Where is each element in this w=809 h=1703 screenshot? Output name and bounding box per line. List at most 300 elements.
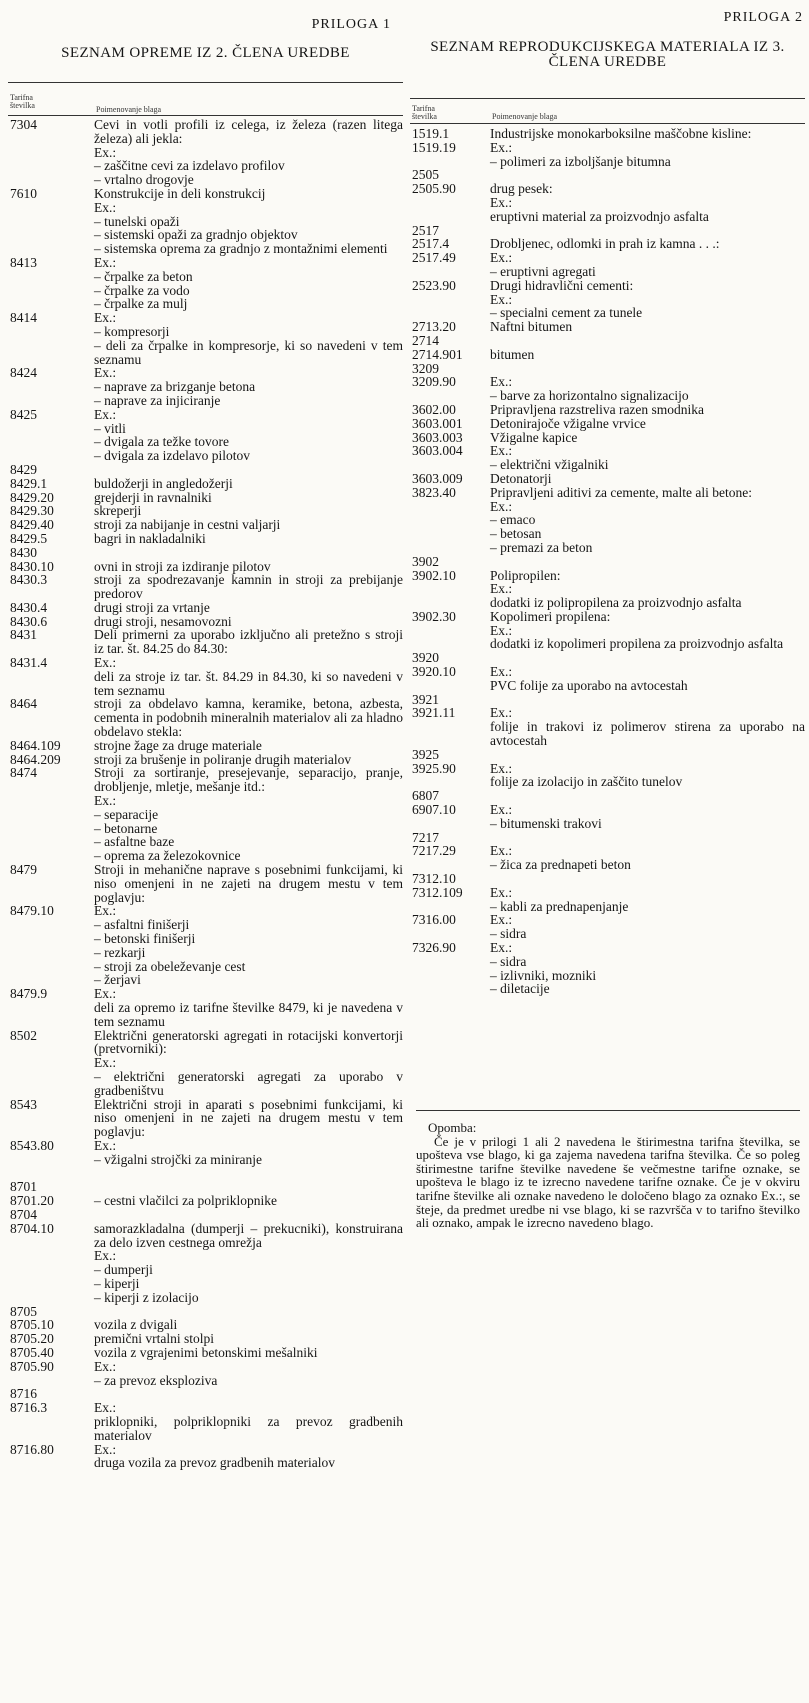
description-line: stroji za obdelavo kamna, keramike, betona, azbesta, cementa in podobnih mineralnih materialov ali za hladno obdelavo stekla: — [94, 696, 403, 740]
description-line: grejderji in ravnalniki — [94, 489, 212, 505]
description-line: – naprave za injiciranje — [94, 392, 221, 408]
description-line: Ex.: — [490, 843, 513, 859]
goods-description — [490, 444, 805, 472]
description-line — [490, 748, 805, 762]
table-row — [8, 1360, 403, 1388]
goods-description — [490, 762, 805, 790]
tariff-table — [8, 118, 403, 1470]
tariff-code: 8424 — [10, 365, 37, 381]
description-line: – asfaltne baze — [94, 834, 175, 850]
goods-description — [94, 1208, 403, 1222]
page-title: SEZNAM OPREME IZ 2. ČLENA UREDBE — [61, 45, 350, 61]
table-row — [410, 872, 805, 886]
description-line — [94, 1387, 403, 1401]
table-row — [8, 118, 403, 187]
goods-description — [490, 168, 805, 182]
table-row — [410, 431, 805, 445]
description-line: PVC folije za uporabo na avtocestah — [490, 677, 688, 693]
description-line — [490, 224, 805, 238]
table-row — [8, 1401, 403, 1442]
table-row — [8, 1208, 403, 1222]
goods-description — [490, 486, 805, 555]
description-line: Stroji za sortiranje, presejevanje, separacijo, pranje, drobljenje, mletje, mešanje itd.: — [94, 765, 403, 795]
description-line: samorazkladalna (dumperji – prekucniki), konstruirana za delo izven cestnega omrežja — [94, 1220, 403, 1250]
goods-description — [94, 187, 403, 256]
table-row — [410, 941, 805, 996]
description-line: Ex.: — [490, 581, 513, 597]
table-row — [410, 168, 805, 182]
description-line: bitumen — [490, 346, 535, 362]
goods-description — [490, 251, 805, 279]
table-row — [8, 739, 403, 753]
table-row — [410, 569, 805, 610]
goods-description — [490, 237, 805, 251]
description-line: Ex.: — [490, 705, 513, 721]
tariff-code: 2517 — [412, 222, 439, 238]
goods-description — [490, 431, 805, 445]
description-line: – dumperji — [94, 1262, 153, 1278]
table-row — [8, 256, 403, 311]
description-line: Ex.: — [490, 622, 513, 638]
goods-description — [94, 1443, 403, 1471]
goods-description — [490, 224, 805, 238]
description-line: Ex.: — [94, 793, 117, 809]
description-line: – črpalke za beton — [94, 268, 193, 284]
table-row — [410, 403, 805, 417]
tariff-code: 8429.20 — [10, 489, 54, 505]
description-line: Ex.: — [94, 1137, 117, 1153]
goods-description — [490, 665, 805, 693]
tariff-code: 8474 — [10, 765, 37, 781]
tariff-code: 8479.9 — [10, 986, 48, 1002]
tariff-code: 8705.40 — [10, 1344, 54, 1360]
table-row — [8, 1443, 403, 1471]
description-line: – izlivniki, mozniki — [490, 967, 597, 983]
goods-description — [94, 560, 403, 574]
table-row — [410, 886, 805, 914]
description-line: – dvigala za težke tovore — [94, 434, 229, 450]
description-line: Ex.: — [490, 443, 513, 459]
description-line: Ex.: — [94, 254, 117, 270]
table-row — [8, 187, 403, 256]
description-line: Ex.: — [94, 903, 117, 919]
goods-description — [490, 334, 805, 348]
description-line: Detonatorji — [490, 470, 552, 486]
goods-description — [94, 1318, 403, 1332]
table-row — [410, 803, 805, 831]
goods-description — [94, 1139, 403, 1167]
table-row — [8, 477, 403, 491]
description-line: Ex.: — [490, 291, 513, 307]
table-rule-header — [410, 123, 805, 124]
tariff-code: 8429.1 — [10, 475, 48, 491]
tariff-code: 8430.6 — [10, 613, 48, 629]
table-row — [410, 789, 805, 803]
footnote — [416, 1110, 800, 1230]
table-row — [8, 628, 403, 656]
goods-description — [490, 569, 805, 610]
goods-description — [94, 311, 403, 366]
table-row — [8, 1139, 403, 1167]
description-line: stroji za brušenje in poliranje drugih materialov — [94, 751, 352, 767]
table-row — [410, 348, 805, 362]
description-line — [94, 463, 403, 477]
tariff-code: 8429 — [10, 461, 37, 477]
tariff-code: 8543 — [10, 1096, 37, 1112]
tariff-code: 8464.209 — [10, 751, 61, 767]
tariff-code: 8430.10 — [10, 558, 54, 574]
description-line: dodatki iz polipropilena za proizvodnjo asfalta — [490, 595, 742, 611]
description-line — [490, 334, 805, 348]
description-line: Ex.: — [94, 310, 117, 326]
description-line: – emaco — [490, 512, 536, 528]
description-line: – električni vžigalniki — [490, 457, 609, 473]
annex-label: PRILOGA 2 — [723, 10, 803, 25]
table-row — [410, 334, 805, 348]
tariff-code: 8705.90 — [10, 1358, 54, 1374]
goods-description — [94, 546, 403, 560]
description-line: – vžigalni strojčki za miniranje — [94, 1151, 262, 1167]
goods-description — [490, 182, 805, 223]
table-row — [8, 656, 403, 697]
description-line: Ex.: — [94, 1248, 117, 1264]
goods-description — [94, 491, 403, 505]
tariff-code: 8701.20 — [10, 1193, 54, 1209]
table-row — [8, 863, 403, 904]
description-line: – zaščitne cevi za izdelavo profilov — [94, 158, 285, 174]
description-line: – deli za črpalke in kompresorje, ki so navedeni v tem seznamu — [94, 337, 403, 367]
tariff-code: 2523.90 — [412, 277, 456, 293]
tariff-code: 3902.10 — [412, 567, 456, 583]
goods-description — [94, 118, 403, 187]
tariff-code: 3823.40 — [412, 484, 456, 500]
table-row — [8, 766, 403, 863]
description-line: – betosan — [490, 526, 542, 542]
table-row — [8, 1318, 403, 1332]
page-title: SEZNAM REPRODUKCIJSKEGA MATERIALA IZ 3. ČLENA UREDBE — [430, 39, 785, 70]
description-line — [94, 1180, 403, 1194]
goods-description — [490, 831, 805, 845]
goods-description — [94, 504, 403, 518]
tariff-code: 3920 — [412, 650, 439, 666]
goods-description — [94, 573, 403, 601]
description-line: – betonski finišerji — [94, 931, 196, 947]
tariff-code: 8704.10 — [10, 1220, 54, 1236]
goods-description — [94, 753, 403, 767]
description-line: priklopniki, polpriklopniki za prevoz gradbenih materialov — [94, 1413, 403, 1443]
goods-description — [94, 366, 403, 407]
description-line: Ex.: — [94, 1400, 117, 1416]
tariff-table — [410, 127, 805, 996]
description-line: – naprave za brizganje betona — [94, 379, 256, 395]
table-row — [8, 697, 403, 738]
goods-description — [94, 601, 403, 615]
description-line: – kabli za prednapenjanje — [490, 898, 629, 914]
goods-description — [94, 256, 403, 311]
goods-description — [490, 872, 805, 886]
table-row — [410, 444, 805, 472]
description-line: – kompresorji — [94, 323, 170, 339]
goods-description — [490, 141, 805, 169]
goods-description — [94, 1098, 403, 1139]
description-line: Ex.: — [490, 664, 513, 680]
tariff-code: 3603.009 — [412, 470, 463, 486]
tariff-code: 8425 — [10, 406, 37, 422]
tariff-code: 3603.003 — [412, 429, 463, 445]
goods-description — [490, 555, 805, 569]
tariff-code: 8431.4 — [10, 655, 48, 671]
tariff-code: 8430.3 — [10, 572, 48, 588]
goods-description — [94, 628, 403, 656]
tariff-code: 7217 — [412, 829, 439, 845]
table-row — [410, 127, 805, 141]
tariff-code — [8, 1167, 94, 1181]
goods-description — [94, 463, 403, 477]
description-line: stroji za spodrezavanje kamnin in stroji za prebijanje predorov — [94, 572, 403, 602]
goods-description — [490, 127, 805, 141]
description-line — [490, 555, 805, 569]
goods-description — [94, 1194, 403, 1208]
description-line: Ex.: — [490, 760, 513, 776]
table-row — [410, 279, 805, 320]
tariff-code: 2505 — [412, 167, 439, 183]
description-line: – sistemski opaži za gradnjo objektov — [94, 227, 298, 243]
table-row — [410, 251, 805, 279]
tariff-code: 8479.10 — [10, 903, 54, 919]
table-row — [8, 366, 403, 407]
description-line: Konstrukcije in deli konstrukcij — [94, 185, 266, 201]
goods-description — [94, 1305, 403, 1319]
description-line — [94, 1167, 403, 1181]
table-row — [410, 237, 805, 251]
table-row — [8, 1194, 403, 1208]
description-line: vozila z dvigali — [94, 1317, 178, 1333]
description-line: buldožerji in angledožerji — [94, 475, 233, 491]
description-line: Ex.: — [94, 199, 117, 215]
table-rule-top — [8, 82, 403, 83]
goods-description — [490, 375, 805, 403]
description-line — [490, 872, 805, 886]
description-line: – črpalke za vodo — [94, 282, 190, 298]
table-rule-header — [8, 115, 403, 116]
description-line: Drugi hidravlični cementi: — [490, 277, 634, 293]
goods-description — [490, 651, 805, 665]
tariff-code: 3902.30 — [412, 608, 456, 624]
goods-description — [94, 518, 403, 532]
description-line — [490, 651, 805, 665]
tariff-code: 3209 — [412, 360, 439, 376]
goods-description — [94, 697, 403, 738]
description-line: drugi stroji za vrtanje — [94, 599, 210, 615]
description-line: strojne žage za druge materiale — [94, 737, 262, 753]
description-line — [94, 546, 403, 560]
description-line: Ex.: — [94, 406, 117, 422]
tariff-code: 1519.19 — [412, 139, 456, 155]
description-line: – diletacije — [490, 981, 550, 997]
table-row — [8, 518, 403, 532]
description-line: Ex.: — [490, 498, 513, 514]
goods-description — [490, 789, 805, 803]
tariff-code: 3921 — [412, 691, 439, 707]
table-row — [410, 555, 805, 569]
description-line: – rezkarji — [94, 944, 146, 960]
description-line: Industrijske monokarboksilne maščobne kisline: — [490, 126, 752, 141]
table-row — [410, 224, 805, 238]
goods-description — [490, 348, 805, 362]
goods-description — [490, 886, 805, 914]
goods-description — [94, 1346, 403, 1360]
tariff-code: 3921.11 — [412, 705, 456, 721]
tariff-code: 8429.5 — [10, 530, 48, 546]
description-line: – separacije — [94, 806, 159, 822]
description-line: Deli primerni za uporabo izključno ali pretežno s stroji iz tar. št. 84.25 do 84.30: — [94, 627, 403, 657]
description-line: eruptivni material za proizvodnjo asfalta — [490, 208, 709, 224]
table-row — [410, 706, 805, 747]
description-line: drug pesek: — [490, 181, 553, 197]
table-row — [8, 987, 403, 1028]
tariff-code: 3920.10 — [412, 664, 456, 680]
description-line: – vrtalno drogovje — [94, 172, 194, 188]
description-line: skreperji — [94, 503, 142, 519]
goods-description — [94, 532, 403, 546]
description-line — [490, 168, 805, 182]
tariff-code: 2714.901 — [412, 346, 463, 362]
description-line: – barve za horizontalno signalizacijo — [490, 388, 689, 404]
table-row — [410, 665, 805, 693]
table-row — [8, 408, 403, 463]
table-row — [8, 491, 403, 505]
tariff-code: 8502 — [10, 1027, 37, 1043]
table-row — [410, 831, 805, 845]
tariff-code: 1519.1 — [412, 126, 450, 141]
tariff-code: 7610 — [10, 185, 37, 201]
goods-description — [490, 941, 805, 996]
tariff-code: 8431 — [10, 627, 37, 643]
tariff-code: 8704 — [10, 1206, 37, 1222]
description-line: – za prevoz eksploziva — [94, 1372, 218, 1388]
goods-description — [490, 706, 805, 747]
table-row — [8, 753, 403, 767]
tariff-code: 8479 — [10, 862, 37, 878]
tariff-code: 2517.4 — [412, 236, 450, 252]
table-row — [8, 1387, 403, 1401]
tariff-code: 7316.00 — [412, 912, 456, 928]
goods-description — [94, 739, 403, 753]
tariff-code: 7312.109 — [412, 884, 463, 900]
description-line: bagri in nakladalniki — [94, 530, 206, 546]
table-row — [410, 762, 805, 790]
tariff-code: 3925 — [412, 746, 439, 762]
table-row — [410, 913, 805, 941]
description-line: Ex.: — [490, 802, 513, 818]
tariff-code: 8716.80 — [10, 1441, 54, 1457]
tariff-code: 8413 — [10, 254, 37, 270]
goods-description — [490, 472, 805, 486]
description-line — [490, 831, 805, 845]
table-row — [410, 141, 805, 169]
tariff-code: 8705.20 — [10, 1331, 54, 1347]
tariff-code: 7326.90 — [412, 940, 456, 956]
goods-description — [94, 1387, 403, 1401]
tariff-code: 7217.29 — [412, 843, 456, 859]
description-line: Ex.: — [490, 374, 513, 390]
table-row — [410, 362, 805, 376]
description-line: Ex.: — [94, 144, 117, 160]
description-line: ovni in stroji za izdiranje pilotov — [94, 558, 271, 574]
description-line: Vžigalne kapice — [490, 429, 578, 445]
tariff-code: 8429.30 — [10, 503, 54, 519]
description-line: Pripravljeni aditivi za cemente, malte ali betone: — [490, 484, 753, 500]
goods-description — [490, 748, 805, 762]
description-line — [94, 1305, 403, 1319]
description-line: – sidra — [490, 953, 527, 969]
description-line: drugi stroji, nesamovozni — [94, 613, 232, 629]
description-line: – premazi za beton — [490, 539, 593, 555]
table-row — [8, 1180, 403, 1194]
description-line: – polimeri za izboljšanje bitumna — [490, 153, 671, 169]
footnote-text: Če je v prilogi 1 ali 2 navedena le štirimestna tarifna številka, se upošteva vse blago, ki ga zajema navedena tarifna številka. Če so poleg štirimestne tarifne številke navedene še večmestne tarifne oznake, se upošteva le blago iz te izrecno navedene tarifne oznake. Če je v okviru tarifne številke ali oznake navedeno le določeno blago za oznako Ex.:, se šteje, da predmet uredbe ni vse blago, ki se razvršča v to tarifno številko ali oznako, ampak le izrecno navedeno blago. — [416, 1133, 800, 1231]
description-line: – eruptivni agregati — [490, 263, 596, 279]
description-line: – žica za prednapeti beton — [490, 857, 631, 873]
goods-description — [490, 844, 805, 872]
goods-description — [94, 1360, 403, 1388]
description-line: Ex.: — [94, 986, 117, 1002]
description-line: – vitli — [94, 420, 126, 436]
description-line: – stroji za obeleževanje cest — [94, 958, 246, 974]
description-line: Ex.: — [490, 194, 513, 210]
description-line: Ex.: — [490, 884, 513, 900]
description-line: vozila z vgrajenimi betonskimi mešalniki — [94, 1344, 318, 1360]
table-row — [410, 844, 805, 872]
table-row — [410, 610, 805, 651]
tariff-code: 8430 — [10, 544, 37, 560]
tariff-code: 2714 — [412, 332, 439, 348]
tariff-code: 8464.109 — [10, 737, 61, 753]
goods-description — [94, 987, 403, 1028]
goods-description — [490, 320, 805, 334]
table-row — [8, 311, 403, 366]
description-line — [490, 789, 805, 803]
description-line: druga vozila za prevoz gradbenih materialov — [94, 1455, 336, 1471]
footnote-heading: Opomba: — [428, 1120, 477, 1135]
goods-description — [490, 417, 805, 431]
description-line: – betonarne — [94, 820, 158, 836]
table-row — [8, 904, 403, 987]
description-line: – kiperji — [94, 1275, 140, 1291]
table-row — [8, 1346, 403, 1360]
description-line: deli za opremo iz tarifne številke 8479, ki je navedena v tem seznamu — [94, 1000, 403, 1029]
goods-description — [490, 403, 805, 417]
tariff-code: 7304 — [10, 117, 37, 132]
goods-description — [94, 1167, 403, 1181]
column-header-code: Tarifna številka — [412, 104, 437, 121]
description-line: folije za izolacijo in zaščito tunelov — [490, 774, 683, 790]
description-line: Ex.: — [490, 139, 513, 155]
description-line: deli za stroje iz tar. št. 84.29 in 84.30, ki so navedeni v tem seznamu — [94, 668, 403, 698]
description-line: – tunelski opaži — [94, 213, 180, 229]
table-rule-top — [410, 98, 805, 99]
tariff-code: 8430.4 — [10, 599, 48, 615]
goods-description — [490, 362, 805, 376]
tariff-code: 6907.10 — [412, 802, 456, 818]
description-line: Ex.: — [94, 1358, 117, 1374]
description-line: – električni generatorski agregati za uporabo v gradbeništvu — [94, 1068, 403, 1098]
tariff-code: 8464 — [10, 696, 37, 712]
description-line: Kopolimeri propilena: — [490, 608, 611, 624]
description-line: Električni stroji in aparati s posebnimi funkcijami, ki niso omenjeni in ne zajeti na drugem mestu v tem poglavju: — [94, 1096, 403, 1140]
table-row — [410, 375, 805, 403]
description-line: – oprema za železokovnice — [94, 848, 241, 864]
